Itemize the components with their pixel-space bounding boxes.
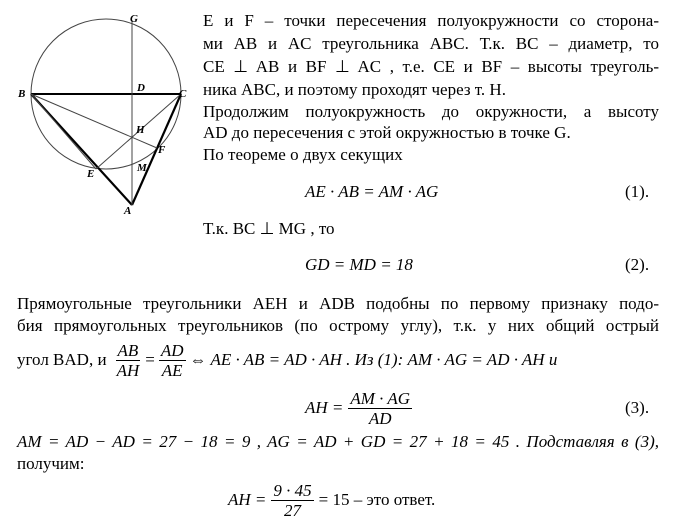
label-g: G	[130, 13, 138, 25]
am-ag-line: AM = AD − AD = 27 − 18 = 9 , AG = AD + GD = 27 + 18 = 45 . Подставляя в (3),	[17, 432, 659, 451]
line-ab	[31, 94, 132, 205]
para2-line3-post: ⇔ AE · AB = AD · AH . Из (1): AM · AG = AD · AH и	[189, 350, 558, 369]
equation-2: GD = MD = 18	[305, 255, 413, 274]
answer-rhs: = 15 – это ответ.	[318, 490, 436, 509]
equation-3-lhs: AH =	[305, 398, 344, 417]
para2-line3-pre: угол BAD, и	[17, 350, 107, 369]
equation-3-number: (3).	[625, 398, 650, 417]
answer-equation	[228, 475, 435, 525]
label-b: B	[18, 88, 26, 100]
answer-fraction	[271, 481, 313, 520]
since-text: Т.к. BC ⊥ MG , то	[203, 219, 335, 238]
equation-1: AE · AB = AM · AG	[305, 182, 439, 201]
answer-lhs: AH =	[228, 490, 267, 509]
label-e: E	[87, 168, 95, 180]
para1-line7: По теореме о двух секущих	[203, 145, 403, 164]
label-f: F	[158, 144, 166, 156]
para1-line5: Продолжим полуокружность до окружности, а высоту	[203, 102, 659, 121]
equals-sign: =	[145, 350, 155, 369]
got-text: получим:	[17, 454, 85, 473]
fraction-ab-ah-den: AH	[116, 360, 140, 380]
para2-line2: бия прямоугольных треугольников (по острому углу), т.к. у них общий острый	[17, 316, 659, 335]
line-bf	[31, 94, 157, 148]
para2-line1: Прямоугольные треугольники AEH и ADB подобны по первому признаку подо-	[17, 294, 659, 313]
answer-num: 9 · 45	[273, 480, 312, 500]
label-m: M	[137, 162, 147, 174]
equation-3-fraction	[348, 389, 412, 428]
fraction-ab-ah	[115, 341, 142, 380]
answer-den: 27	[284, 500, 302, 520]
equation-2-number: (2).	[625, 255, 650, 274]
para1-line1: E и F – точки пересечения полуокружности со сторона-	[203, 11, 659, 30]
equation-1-number: (1).	[625, 182, 650, 201]
para2-line3	[17, 335, 557, 385]
equation-3-num: AM · AG	[350, 388, 411, 408]
line-ac	[132, 94, 181, 205]
fraction-ad-ae-den: AE	[161, 360, 183, 380]
fraction-ab-ah-num: AB	[117, 340, 139, 360]
label-a: A	[124, 205, 132, 217]
fraction-ad-ae	[159, 341, 186, 380]
label-d: D	[137, 82, 145, 94]
geometry-figure	[0, 0, 200, 230]
para1-line2: ми AB и AC треугольника ABC. Т.к. ВС – диаметр, то	[203, 34, 659, 53]
para1-line4: ника ABC, и поэтому проходят через т. H.	[203, 80, 506, 99]
equation-3	[305, 385, 412, 431]
para1-line6: AD до пересечения с этой окружностью в точке G.	[203, 123, 571, 142]
label-c: C	[179, 88, 187, 100]
label-h: H	[136, 124, 145, 136]
equation-3-den: AD	[368, 408, 392, 428]
fraction-ad-ae-num: AD	[160, 340, 184, 360]
para1-line3: CE ⊥ AB и BF ⊥ AC , т.е. CE и BF – высоты треуголь-	[203, 57, 659, 76]
